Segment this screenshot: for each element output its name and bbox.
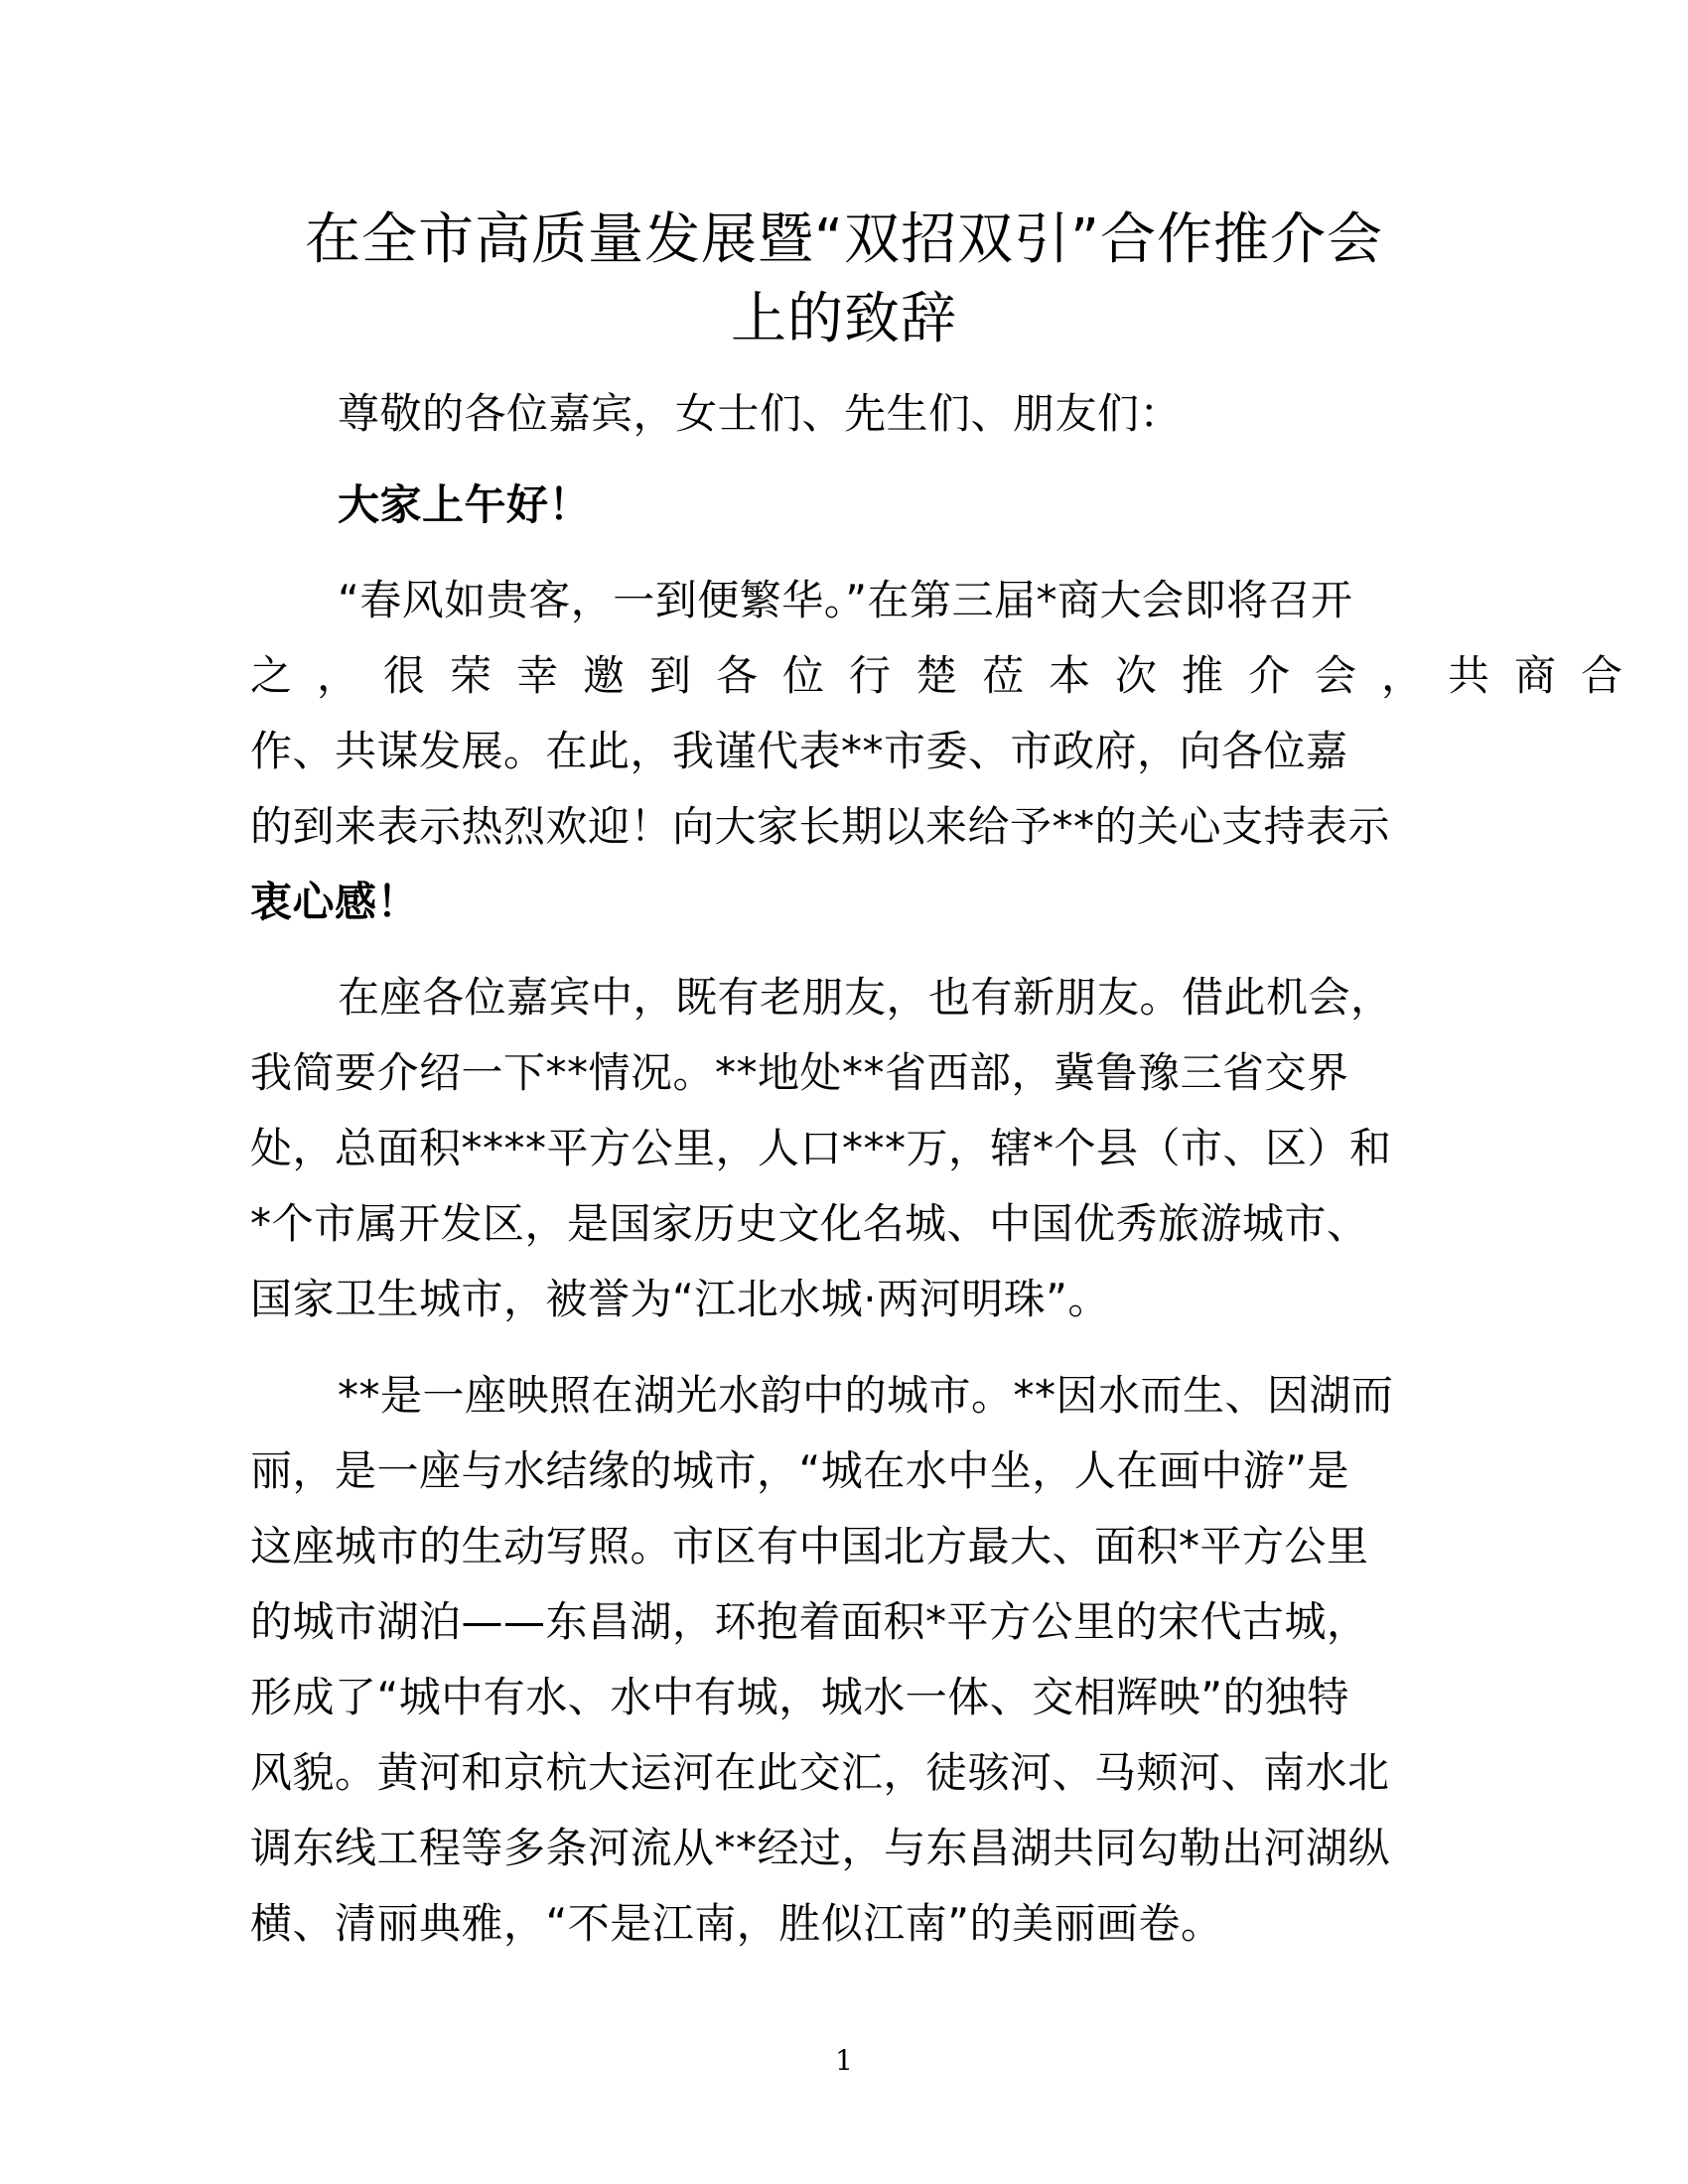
paragraph-line: 之，很荣幸邀到各位行楚莅本次推介会，共商合 bbox=[250, 651, 1648, 700]
paragraph-line: 在座各位嘉宾中，既有老朋友，也有新朋友。借此机会， bbox=[338, 973, 1393, 1022]
paragraph-line: **是一座映照在湖光水韵中的城市。**因水而生、因湖而 bbox=[338, 1371, 1394, 1420]
paragraph-line: 的到来表示热烈欢迎！向大家长期以来给予**的关心支持表示 bbox=[250, 802, 1391, 851]
paragraph-line: 横、清丽典雅，“不是江南，胜似江南”的美丽画卷。 bbox=[250, 1899, 1223, 1948]
paragraph-line: 丽，是一座与水结缘的城市，“城在水中坐，人在画中游”是 bbox=[250, 1446, 1350, 1495]
paragraph-line: 调东线工程等多条河流从**经过，与东昌湖共同勾勒出河湖纵 bbox=[250, 1824, 1391, 1872]
paragraph-line: 处，总面积****平方公里，人口***万，辖*个县（市、区）和 bbox=[250, 1124, 1392, 1172]
paragraph-line: 衷心感！ bbox=[250, 878, 420, 926]
paragraph-line: 我简要介绍一下**情况。**地处**省西部，冀鲁豫三省交界 bbox=[250, 1048, 1349, 1097]
greeting: 大家上午好！ bbox=[338, 480, 592, 529]
paragraph-line: 这座城市的生动写照。市区有中国北方最大、面积*平方公里 bbox=[250, 1522, 1369, 1570]
paragraph-line: 形成了“城中有水、水中有城，城水一体、交相辉映”的独特 bbox=[250, 1673, 1350, 1721]
page-number: 1 bbox=[835, 2044, 853, 2077]
paragraph-line: 作、共谋发展。在此，我谨代表**市委、市政府，向各位嘉 bbox=[250, 727, 1348, 775]
salutation: 尊敬的各位嘉宾，女士们、先生们、朋友们： bbox=[338, 389, 1183, 438]
paragraph-line: 的城市湖泊——东昌湖，环抱着面积*平方公里的宋代古城， bbox=[250, 1597, 1369, 1646]
paragraph-line: 风貌。黄河和京杭大运河在此交汇，徒骇河、马颊河、南水北 bbox=[250, 1748, 1390, 1797]
paragraph-line: 国家卫生城市，被誉为“江北水城·两河明珠”。 bbox=[250, 1275, 1110, 1323]
document-title-line-2: 上的致辞 bbox=[731, 287, 957, 351]
document-title-line-1: 在全市高质量发展暨“双招双引”合作推介会 bbox=[304, 207, 1384, 272]
paragraph-line: “春风如贵客，一到便繁华。”在第三届*商大会即将召开 bbox=[338, 576, 1353, 624]
paragraph-line: *个市属开发区，是国家历史文化名城、中国优秀旅游城市、 bbox=[250, 1199, 1369, 1248]
